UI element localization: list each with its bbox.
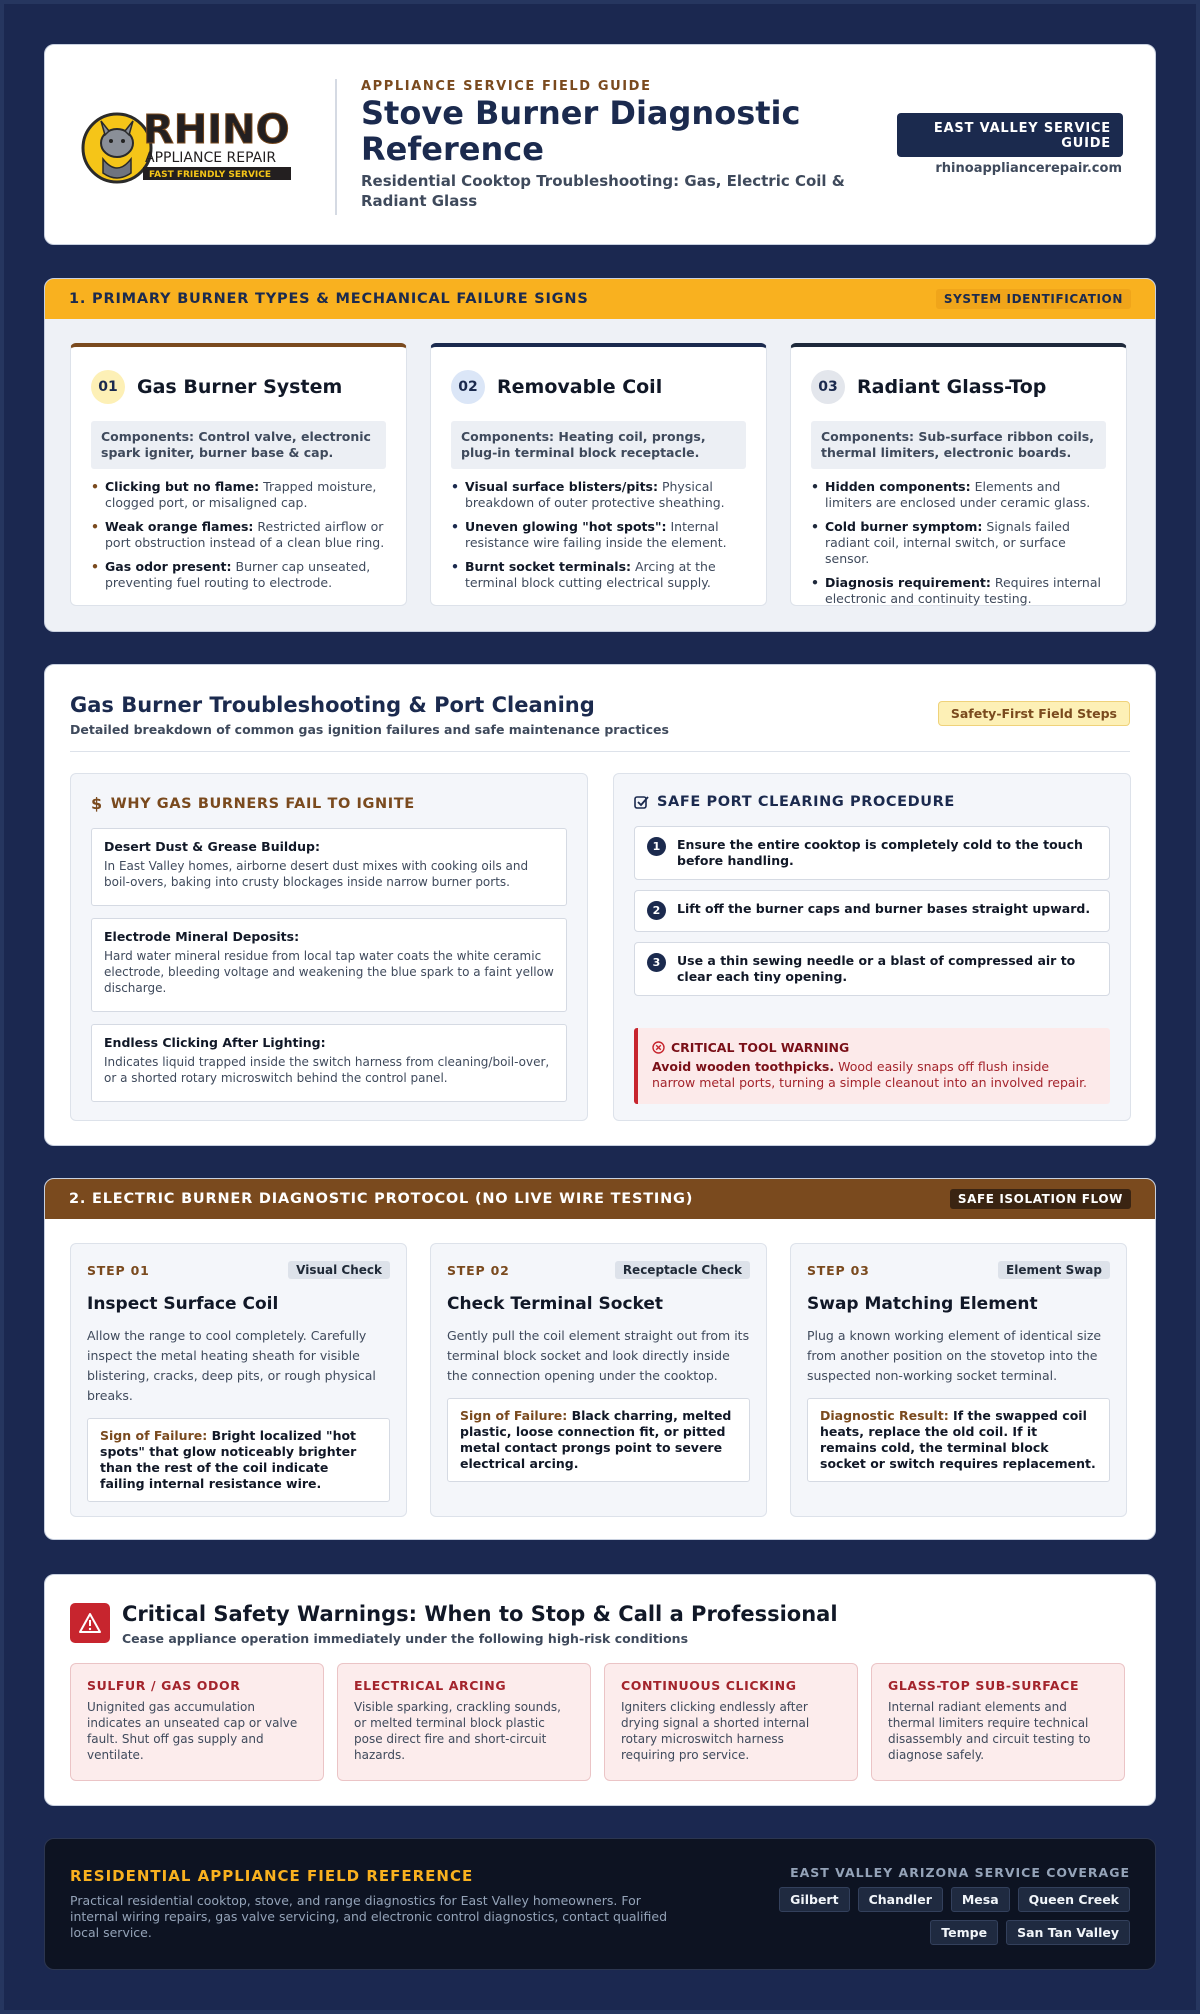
safety-warning-card [70, 1663, 324, 1781]
city-chip: Chandler [858, 1887, 943, 1912]
failure-sign-label: Clicking but no flame: [105, 479, 260, 494]
coverage-label: EAST VALLEY ARIZONA SERVICE COVERAGE [790, 1865, 1130, 1880]
failure-signs-list [91, 479, 386, 591]
failure-sign-item [91, 479, 386, 511]
footer-description: Practical residential cooktop, stove, and range diagnostics for East Valley homeowners. For internal wiring repairs, gas valve servicing, and electronic control diagnostics, contact qualified local service. [70, 1893, 668, 1940]
tool-warning-text [652, 1059, 1096, 1091]
service-guide-badge: EAST VALLEY SERVICE GUIDE [897, 113, 1123, 157]
ignition-failure-reason [91, 1024, 567, 1102]
step-result [87, 1418, 390, 1502]
step-text: Lift off the burner caps and burner bases straight upward. [677, 901, 1091, 916]
section2-title: 2. ELECTRIC BURNER DIAGNOSTIC PROTOCOL (NO LIVE WIRE TESTING) [69, 1191, 694, 1207]
failure-sign-text: Burner cap unseated, preventing fuel routing to electrode. [105, 559, 371, 590]
burner-type-head [91, 367, 386, 407]
section1-header [45, 279, 1155, 319]
step-result-text: Bright localized "hot spots" that glow noticeably brighter than the rest of the coil indicate failing internal resistance wire. [100, 1428, 357, 1491]
section2-header [45, 1179, 1155, 1219]
checkbox-icon [634, 795, 649, 810]
failure-sign-label: Weak orange flames: [105, 519, 254, 534]
warnings-title: Critical Safety Warnings: When to Stop & Call a Professional [122, 1602, 838, 1626]
header-card [44, 44, 1156, 245]
footer-title: RESIDENTIAL APPLIANCE FIELD REFERENCE [70, 1867, 474, 1885]
step-number: 1 [647, 837, 666, 856]
reason-title: Electrode Mineral Deposits: [104, 929, 300, 944]
section2-tag: SAFE ISOLATION FLOW [950, 1189, 1131, 1209]
port-clearing-title: SAFE PORT CLEARING PROCEDURE [657, 794, 955, 810]
step-label: STEP 01 [87, 1262, 150, 1278]
warning-card-text: Internal radiant elements and thermal limiters require technical disassembly and circuit testing to diagnose safely. [888, 1700, 1091, 1762]
step-number: 3 [647, 953, 666, 972]
rhino-logo [79, 103, 309, 193]
step-result-label: Diagnostic Result: [820, 1408, 949, 1423]
failure-sign-text: Restricted airflow or port obstruction instead of a clean blue ring. [105, 519, 385, 550]
step-title: Check Terminal Socket [447, 1294, 664, 1314]
port-clearing-heading [634, 794, 955, 810]
burner-components: Components: Control valve, electronic spark igniter, burner base & cap. [91, 421, 386, 469]
port-clearing-step [634, 890, 1110, 932]
failure-sign-item [811, 519, 1106, 567]
warning-triangle-icon [70, 1603, 110, 1643]
failure-sign-text: Arcing at the terminal block cutting electrical supply. [465, 559, 716, 590]
step-label: STEP 03 [807, 1262, 870, 1278]
diagnostic-step-card [70, 1243, 407, 1517]
step-card-top [87, 1260, 390, 1280]
warning-card-title: GLASS-TOP SUB-SURFACE [888, 1678, 1080, 1693]
diagnostic-step-card [790, 1243, 1127, 1517]
safety-warning-card [604, 1663, 858, 1781]
reason-title: Endless Clicking After Lighting: [104, 1035, 326, 1050]
warnings-subtitle: Cease appliance operation immediately under the following high-risk conditions [122, 1631, 689, 1646]
step-card-top [807, 1260, 1110, 1280]
city-chip: San Tan Valley [1006, 1920, 1130, 1945]
failure-sign-label: Uneven glowing "hot spots": [465, 519, 667, 534]
burner-type-number: 01 [91, 370, 125, 404]
section1-title: 1. PRIMARY BURNER TYPES & MECHANICAL FAILURE SIGNS [69, 291, 589, 307]
step-card-top [447, 1260, 750, 1280]
failure-sign-text: Internal resistance wire failing inside the element. [465, 519, 727, 550]
tool-warning-title: CRITICAL TOOL WARNING [671, 1040, 850, 1055]
critical-tool-warning [634, 1028, 1110, 1104]
failure-sign-label: Diagnosis requirement: [825, 575, 991, 590]
logo-line2: APPLIANCE REPAIR [145, 150, 277, 166]
page-title: Stove Burner Diagnostic Reference [361, 94, 801, 168]
electric-protocol-section [44, 1178, 1156, 1540]
ignition-failure-title: WHY GAS BURNERS FAIL TO IGNITE [110, 795, 415, 812]
city-chips [710, 1887, 1130, 1945]
x-circle-icon [652, 1041, 665, 1054]
gas-troubleshooting-section [44, 664, 1156, 1146]
failure-sign-item [91, 519, 386, 551]
burner-type-card [430, 343, 767, 606]
tool-warning-body: Wood easily snaps off flush inside narrow metal ports, turning a simple cleanout into an involved repair. [652, 1059, 1088, 1090]
burner-type-name: Radiant Glass-Top [857, 376, 1047, 398]
dollar-icon: $ [91, 794, 103, 813]
failure-sign-text: Requires internal electronic and continuity testing. [825, 575, 1101, 606]
logo-brand: RHINO [143, 107, 290, 153]
failure-sign-item [811, 479, 1106, 511]
footer [44, 1838, 1156, 1970]
tool-warning-bold: Avoid wooden toothpicks. [652, 1059, 835, 1074]
city-chip: Gilbert [779, 1887, 849, 1912]
city-chip: Tempe [930, 1920, 998, 1945]
diagnostic-step-card [430, 1243, 767, 1517]
section1-tag: SYSTEM IDENTIFICATION [936, 289, 1131, 309]
website-link[interactable]: rhinoappliancerepair.com [935, 161, 1122, 176]
ignition-failure-heading [91, 794, 415, 813]
reason-description: Hard water mineral residue from local tap water coats the white ceramic electrode, bleeding voltage and weakening the blue spark to a faint yellow discharge. [104, 949, 554, 995]
burner-types-section [44, 278, 1156, 632]
failure-sign-label: Gas odor present: [105, 559, 232, 574]
burner-type-number: 03 [811, 370, 845, 404]
safety-warning-card [871, 1663, 1125, 1781]
step-title: Swap Matching Element [807, 1294, 1038, 1314]
failure-sign-text: Physical breakdown of outer protective sheathing. [465, 479, 725, 510]
ignition-failure-reason [91, 918, 567, 1012]
warning-card-title: CONTINUOUS CLICKING [621, 1678, 797, 1693]
burner-type-card [790, 343, 1127, 606]
warning-card-text: Visible sparking, crackling sounds, or melted terminal block plastic pose direct fire and short-circuit hazards. [354, 1700, 561, 1762]
burner-components: Components: Heating coil, prongs, plug-in terminal block receptacle. [451, 421, 746, 469]
failure-sign-item [451, 559, 746, 591]
safety-warnings-section [44, 1574, 1156, 1806]
burner-type-name: Removable Coil [497, 376, 663, 398]
step-label: STEP 02 [447, 1262, 510, 1278]
city-chip: Queen Creek [1018, 1887, 1130, 1912]
step-result-label: Sign of Failure: [460, 1408, 568, 1423]
warning-card-title: ELECTRICAL ARCING [354, 1678, 507, 1693]
step-result [447, 1398, 750, 1482]
burner-type-number: 02 [451, 370, 485, 404]
warning-card-title: SULFUR / GAS ODOR [87, 1678, 241, 1693]
header-divider [335, 79, 337, 215]
port-clearing-step [634, 826, 1110, 880]
reason-description: Indicates liquid trapped inside the switch harness from cleaning/boil-over, or a shorted rotary microswitch behind the control panel. [104, 1055, 550, 1085]
step-tag: Receptacle Check [615, 1261, 750, 1279]
gas-divider [70, 751, 1130, 752]
step-result-text: If the swapped coil heats, replace the old coil. If it remains cold, the terminal block socket or switch requires replacement. [820, 1408, 1096, 1471]
burner-components: Components: Sub-surface ribbon coils, thermal limiters, electronic boards. [811, 421, 1106, 469]
step-text: Ensure the entire cooktop is completely cold to the touch before handling. [677, 837, 1083, 868]
ignition-failure-panel [70, 773, 588, 1121]
port-clearing-step [634, 942, 1110, 996]
step-result [807, 1398, 1110, 1482]
step-result-text: Black charring, melted plastic, loose connection fit, or pitted metal contact prongs point to severe electrical arcing. [460, 1408, 732, 1471]
step-number: 2 [647, 901, 666, 920]
gas-section-title: Gas Burner Troubleshooting & Port Cleaning [70, 693, 595, 717]
failure-sign-label: Visual surface blisters/pits: [465, 479, 658, 494]
failure-sign-label: Burnt socket terminals: [465, 559, 632, 574]
burner-type-card [70, 343, 407, 606]
warning-card-text: Igniters clicking endlessly after drying signal a shorted internal rotary microswitch harness requiring pro service. [621, 1700, 810, 1762]
header-kicker: APPLIANCE SERVICE FIELD GUIDE [361, 79, 652, 94]
burner-type-name: Gas Burner System [137, 376, 343, 398]
burner-type-head [811, 367, 1106, 407]
reason-title: Desert Dust & Grease Buildup: [104, 839, 320, 854]
failure-sign-text: Signals failed radiant coil, internal switch, or surface sensor. [825, 519, 1070, 566]
failure-sign-item [451, 519, 746, 551]
city-chip: Mesa [951, 1887, 1010, 1912]
step-description: Plug a known working element of identical size from another position on the stovetop into the suspected non-working socket terminal. [807, 1328, 1102, 1383]
reason-description: In East Valley homes, airborne desert dust mixes with cooking oils and boil-overs, baking into crusty blockages inside narrow burner ports. [104, 859, 529, 889]
step-title: Inspect Surface Coil [87, 1294, 279, 1314]
failure-sign-item [91, 559, 386, 591]
safety-warning-card [337, 1663, 591, 1781]
page-subtitle: Residential Cooktop Troubleshooting: Gas, Electric Coil & Radiant Glass [361, 172, 845, 210]
failure-sign-item [451, 479, 746, 511]
logo-tagline: FAST FRIENDLY SERVICE [149, 170, 272, 180]
step-text: Use a thin sewing needle or a blast of compressed air to clear each tiny opening. [677, 953, 1076, 984]
tool-warning-heading [652, 1040, 1096, 1055]
ignition-failure-reason [91, 828, 567, 906]
gas-section-subtitle: Detailed breakdown of common gas ignition failures and safe maintenance practices [70, 722, 669, 737]
port-clearing-panel [613, 773, 1131, 1121]
step-description: Gently pull the coil element straight out from its terminal block socket and look directly inside the connection opening under the cooktop. [447, 1328, 750, 1383]
failure-sign-item [811, 575, 1106, 607]
failure-signs-list [451, 479, 746, 591]
step-result-label: Sign of Failure: [100, 1428, 208, 1443]
step-description: Allow the range to cool completely. Carefully inspect the metal heating sheath for visible blistering, cracks, deep pits, or rough physical breaks. [87, 1328, 376, 1403]
safety-first-pill: Safety-First Field Steps [938, 701, 1130, 726]
step-tag: Element Swap [998, 1261, 1110, 1279]
burner-type-head [451, 367, 746, 407]
failure-sign-text: Trapped moisture, clogged port, or misaligned cap. [105, 479, 377, 510]
failure-sign-label: Cold burner symptom: [825, 519, 983, 534]
failure-sign-label: Hidden components: [825, 479, 971, 494]
warning-card-text: Unignited gas accumulation indicates an unseated cap or valve fault. Shut off gas supply and ventilate. [87, 1700, 298, 1762]
step-tag: Visual Check [288, 1261, 390, 1279]
failure-sign-text: Elements and limiters are enclosed under ceramic glass. [825, 479, 1091, 510]
failure-signs-list [811, 479, 1106, 607]
